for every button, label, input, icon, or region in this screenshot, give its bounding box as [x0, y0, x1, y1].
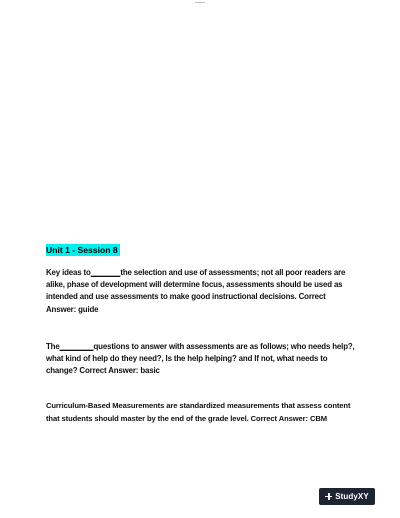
plus-icon	[325, 493, 332, 500]
question-1	[46, 267, 356, 316]
brand-name: StudyXY	[335, 492, 369, 501]
question-2	[46, 341, 356, 378]
page-top-mark	[195, 2, 205, 3]
question-2-text-after: questions to answer with assessments are as follows; who needs help?, what kind of help do they need?, Is the help helping? and If not, what needs to change? Correct Answer: basic	[46, 341, 355, 376]
question-1-text-after: the selection and use of assessments; not all poor readers are alike, phase of development will determine focus, assessments should be used as intended and use assessments to make good instructional decisions. Correct Answer: guide	[46, 268, 346, 314]
question-2-blank: ________	[59, 341, 94, 351]
document-content	[46, 240, 356, 425]
studyxy-logo-badge[interactable]	[319, 488, 375, 505]
section-heading: Unit 1 - Session 8	[46, 245, 118, 255]
question-3: Curriculum-Based Measurements are standardized measurements that assess content that students should master by the end of the grade level. Correct Answer: CBM	[46, 401, 351, 423]
question-1-text-before: Key ideas to	[46, 268, 91, 277]
question-1-blank: _______	[90, 268, 121, 277]
question-2-text-before: The	[46, 341, 60, 351]
